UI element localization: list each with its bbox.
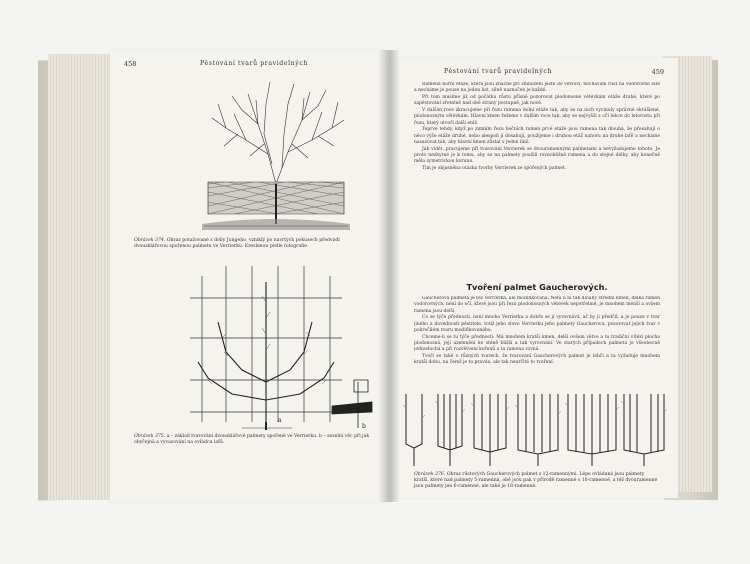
paragraph: Jak vidět, pracujeme při tvarování Verrierek se dvouramennými palmetami a nevyžadujeme tohoto. Je proto nezbytné je k tomu, aby se na palmety použili rovnoběžně ramena a do stejné délky, aby konečně měla symetrickou korunu. xyxy=(414,146,660,165)
paragraph: Tím je objasněna otázka tvorby Verrierek ze spořených palmet. xyxy=(422,165,567,171)
figure-1-text: Obraz potažované z doby Jungeho, vzniklý po navrtých pokusech předvádí dvousklářovou spořenou palmetu ve Verrierku. Kreslenou podle fotografie. xyxy=(134,238,340,249)
figure-gaucher-palmettes xyxy=(398,388,670,470)
paragraph: V dalším roce zkracujeme při řezu ramena dolní etáže tak, aby se na nich vyvinuly správné okrášlené, plodonosným větévkám. Hlavní kmen řežeme v dalším roce tak, aby se nejvyšší z očí lehce do letorostu při řezu, který utvoří další etáž. xyxy=(414,107,660,126)
section-title: Tvoření palmet Gaucherových. xyxy=(466,282,608,292)
figure-3-text: Obraz růstových Gaucherových palmet s 12-ramennými. Lépe ovládaná jsou palmety kratší, které nad palmety 5-ramenná, obě jsou pak v přírodě ramenné s 10-ramenné, a též dvouramenné jsou palmety jen 6-ramenné, ale také je 18-ramenné. xyxy=(414,472,658,489)
left-page xyxy=(110,50,386,502)
figure-1-caption xyxy=(134,238,370,250)
page-number-left: 458 xyxy=(124,60,137,68)
figure-2-text: a – základ tvarování dvousklářové palmety spořené ve Verrierku. b – sezelní věc při jak obyčejná a vyvazování na ovládcu laťě. xyxy=(134,434,370,445)
open-book xyxy=(38,46,718,504)
running-head-left: Pěstování tvarů pravidelných xyxy=(200,60,309,67)
paragraph: Při tom musíme již od počátku růstu přísně pozorovat plodonosné větévkám etáže druhé, které po zapěstování zřetelně nad obě strany postupně, jak nové. xyxy=(414,94,660,107)
paragraph: Tvoří se také o různých tvarech, že tvarování Gaucherových palmet je lehčí a ta vyžaduje mnohem kratší dobu, na čemž je to pravda, ale tak neurčité to tvoření. xyxy=(414,353,660,366)
figure-2-label: Obrázek 375. xyxy=(134,434,166,439)
book-gutter-shadow xyxy=(378,50,400,502)
paragraph: Ramena horní etáže, která jsou značně při zmnožení ještě do větvoví, nechávám růst na vodorovné laťě a necháme je pouze na jeden list, silně naznačen je každé. xyxy=(414,82,660,94)
text-column-top xyxy=(414,82,660,278)
right-page xyxy=(388,58,678,498)
figure-palmette-trellis xyxy=(182,262,378,430)
paragraph: Chceme-li se tu týče přednosti: Má mnohem kratší kmen, delší ovšem větve a to tradiční vítězí plocha plodonosná, její uzemnění ke stěně bližší a tak vyrovnání. Ve starých případech palmeta je všeobecně jednoduchá a při rozvětvení kořenů a ta ramena rovná. xyxy=(414,334,660,353)
page-edges-left xyxy=(48,54,118,500)
figure-3-label: Obrázek 376. xyxy=(414,472,446,477)
figure-3-caption xyxy=(414,472,660,490)
paragraph: Teprve tehdy, když po zimním řezu bočních ramen prvé etáže jsou ramena tak dlouhá, že přesahují o něco výše etáže druhé, nebo alespoň ji dosahují, použijeme i druhou etáž nahoru na druhé laťě a necháme nasazovat tak, aby hlavní kmen zůstal v jedné linii. xyxy=(414,127,660,145)
page-number-right: 459 xyxy=(651,68,664,76)
figure-2-mark-b: b xyxy=(362,423,366,430)
figure-2-mark-a: a xyxy=(278,417,282,424)
figure-1-label: Obrázek 374. xyxy=(134,238,166,243)
running-head-right: Pěstování tvarů pravidelných xyxy=(444,68,553,75)
figure-2-caption xyxy=(134,434,370,446)
text-column-bottom xyxy=(414,296,660,386)
paragraph: Gaucherova palmeta je též Verrierka, ale modifikovaná. Není u ní tak dlouhý střední kmen, délka ramen vodorovných, není do očí, které jsou při řezu plodonosných větévek nepotřebné, je mnohem menší a ovšem ramena jsou delší. xyxy=(414,296,660,314)
figure-tree-fence xyxy=(198,74,354,236)
paragraph: Co se týče přednosti, není mnoho Verrierka a dobře se jí vyrovnává, ač by ji předčil, a je pouze v tvar jiného a dovedností pěstitele, totiž jeho slovo Verrierku jeho palmety Gaucherovu, pozorovat jejich tvar v pokročilém tvaru modifikovaného. xyxy=(414,315,660,333)
